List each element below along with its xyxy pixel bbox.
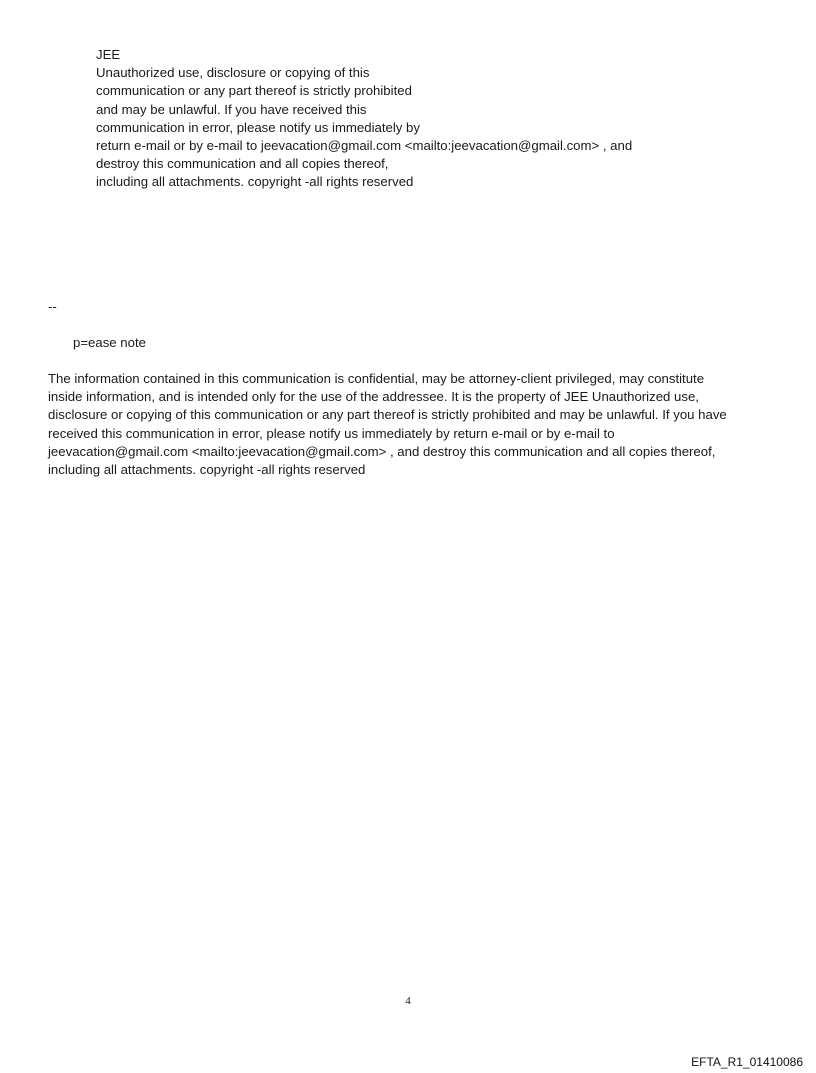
page-number: 4: [405, 995, 411, 1007]
document-id: EFTA_R1_01410086: [691, 1055, 803, 1069]
disclaimer-line: communication in error, please notify us immediately by: [96, 119, 420, 135]
quoted-disclaimer-block: [96, 46, 696, 192]
confidentiality-notice: [48, 370, 768, 479]
note-heading: p=ease note: [73, 335, 146, 350]
disclaimer-line: communication or any part thereof is strictly prohibited: [96, 83, 412, 99]
notice-line: inside information, and is intended only for the use of the addressee. It is the property of JEE Unauthorized use,: [48, 389, 699, 405]
notice-line: received this communication in error, please notify us immediately by return e-mail or by e-mail to: [48, 425, 615, 441]
disclaimer-line: JEE: [96, 47, 121, 62]
notice-line: disclosure or copying of this communication or any part thereof is strictly prohibited and may be unlawful. If you have: [48, 407, 727, 423]
disclaimer-line: return e-mail or by e-mail to jeevacation@gmail.com <mailto:jeevacation@gmail.com> , and: [96, 138, 633, 154]
disclaimer-line: including all attachments. copyright -all rights reserved: [96, 174, 414, 190]
notice-line: including all attachments. copyright -all rights reserved: [48, 462, 366, 478]
notice-line: jeevacation@gmail.com <mailto:jeevacation@gmail.com> , and destroy this communication and all copies thereof,: [48, 443, 716, 459]
notice-line: The information contained in this communication is confidential, may be attorney-client privileged, may constitute: [48, 371, 705, 386]
signature-separator: --: [48, 299, 57, 314]
disclaimer-line: Unauthorized use, disclosure or copying of this: [96, 65, 370, 81]
disclaimer-line: and may be unlawful. If you have received this: [96, 101, 367, 117]
disclaimer-line: destroy this communication and all copies thereof,: [96, 156, 389, 172]
